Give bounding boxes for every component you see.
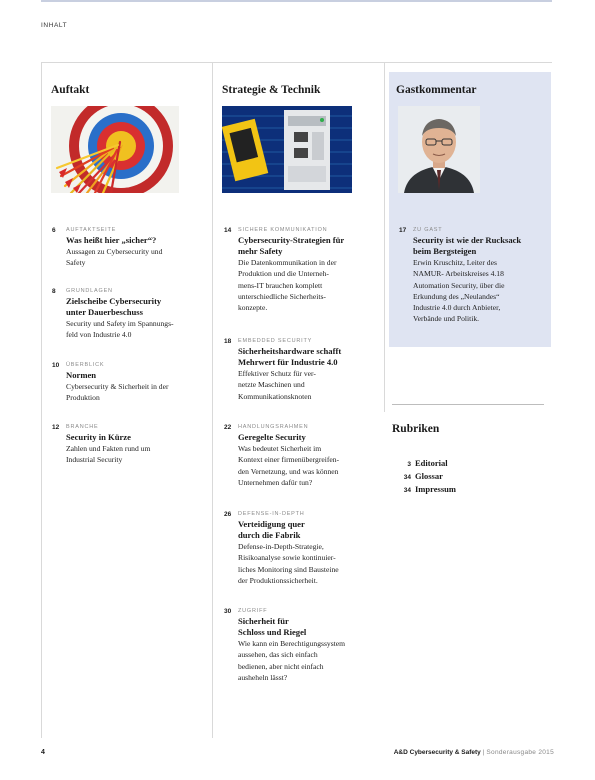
column-rule-left [41, 62, 42, 738]
entry-title: Was heißt hier „sicher“? [66, 235, 157, 245]
toc-entry[interactable] [224, 225, 380, 313]
entry-kicker: ÜBERBLICK [66, 362, 105, 368]
rubrik-item[interactable] [392, 458, 448, 468]
page-number: 26 [224, 511, 232, 518]
entry-title: Sicherheit für Schloss und Riegel [238, 616, 307, 637]
footer-separator: | [482, 749, 485, 756]
entry-description: Aussagen zu Cybersecurity und Safety [66, 247, 163, 268]
toc-entry[interactable] [224, 422, 380, 488]
toc-entry[interactable] [52, 422, 206, 466]
rubrik-label: Glossar [415, 471, 443, 481]
page-number: 3 [407, 461, 411, 468]
footer-page-number: 4 [41, 749, 45, 756]
entry-description: Erwin Kruschitz, Leiter des NAMUR- Arbeitskreises 4.18 Automation Security, über die Erkundung des „Neulandes“ Industrie 4.0 durch Anbieter, Verbände und Politik. [413, 258, 505, 324]
page-number: 12 [52, 424, 60, 431]
toc-entry[interactable] [224, 509, 380, 586]
page-number: 34 [403, 474, 411, 481]
toc-entry[interactable] [224, 606, 380, 683]
page-number: 6 [52, 227, 56, 234]
page-number: 18 [224, 338, 232, 345]
entry-kicker: AUFTAKTSEITE [66, 227, 117, 233]
entry-description: Die Datenkommunikation in der Produktion und die Unterneh- mens-IT brauchen komplett unterschiedliche Sicherheits- konzepte. [238, 258, 337, 313]
page-number: 8 [52, 288, 56, 295]
column-rule-right [384, 62, 385, 412]
page-number: 34 [403, 487, 411, 494]
entry-description: Wie kann ein Berechtigungssystem aussehen, das sich einfach bedienen, aber nicht einfach ausheheln lässt? [238, 639, 346, 682]
entry-title: Geregelte Security [238, 432, 306, 442]
entry-kicker: GRUNDLAGEN [66, 288, 113, 294]
toc-entry[interactable] [399, 225, 549, 325]
columns-top-rule [41, 62, 552, 63]
page-number: 30 [224, 608, 232, 615]
toc-entry[interactable] [52, 286, 206, 341]
entry-title: Cybersecurity-Strategien für mehr Safety [238, 235, 345, 256]
entry-title: Zielscheibe Cybersecurity unter Dauerbeschuss [66, 296, 162, 317]
target-with-arrows-photo [51, 106, 179, 193]
page-number: 10 [52, 362, 60, 369]
heading-auftakt: Auftakt [51, 84, 90, 96]
top-accent-line [41, 0, 552, 2]
entry-kicker: EMBEDDED SECURITY [238, 338, 313, 344]
publication-edition: Sonderausgabe 2015 [486, 749, 554, 756]
entry-kicker: DEFENSE-IN-DEPTH [238, 511, 305, 517]
publication-title: A&D Cybersecurity & Safety [393, 749, 481, 756]
page-number: 17 [399, 227, 407, 234]
footer-publication [394, 749, 554, 756]
section-label: INHALT [41, 22, 68, 29]
entry-description: Effektiver Schutz für ver- netzte Maschinen und Kommunikationsknoten [238, 369, 316, 401]
entry-title: Normen [66, 370, 97, 380]
entry-kicker: BRANCHE [66, 424, 99, 430]
column-rule-middle [212, 62, 213, 738]
rubriken-divider [392, 404, 544, 405]
heading-gastkommentar: Gastkommentar [396, 84, 477, 96]
toc-entry[interactable] [52, 225, 206, 269]
page-number: 22 [224, 424, 232, 431]
heading-rubriken: Rubriken [392, 423, 440, 435]
rubrik-label: Impressum [415, 484, 456, 494]
entry-kicker: ZUGRIFF [238, 608, 268, 614]
entry-description: Zahlen und Fakten rund um Industrial Security [66, 444, 151, 465]
entry-title: Security ist wie der Rucksack beim Bergsteigen [413, 235, 522, 256]
rubrik-label: Editorial [415, 458, 448, 468]
entry-title: Security in Kürze [66, 432, 131, 442]
page-number: 14 [224, 227, 232, 234]
entry-title: Sicherheitshardware schafft Mehrwert für Industrie 4.0 [238, 346, 342, 367]
entry-description: Security und Safety im Spannungs- feld von Industrie 4.0 [66, 319, 174, 340]
entry-kicker: HANDLUNGSRAHMEN [238, 424, 309, 430]
entry-description: Defense-in-Depth-Strategie, Risikoanalyse sowie kontinuier- liches Monitoring sind Bausteine der Produktionssicherheit. [238, 542, 339, 585]
security-hardware-photo [222, 106, 352, 193]
entry-kicker: SICHERE KOMMUNIKATION [238, 227, 328, 233]
toc-entry[interactable] [224, 336, 380, 402]
portrait-photo [398, 106, 480, 193]
entry-description: Cybersecurity & Sicherheit in der Produktion [66, 382, 169, 403]
entry-description: Was bedeutet Sicherheit im Kontext einer firmenübergreifen- den Vernetzung, und was können Unternehmen dafür tun? [238, 444, 340, 487]
entry-kicker: ZU GAST [413, 227, 443, 233]
toc-entry[interactable] [52, 360, 206, 404]
entry-title: Verteidigung quer durch die Fabrik [238, 519, 305, 540]
rubrik-item[interactable] [392, 484, 456, 494]
rubrik-item[interactable] [392, 471, 443, 481]
heading-strategie-technik: Strategie & Technik [222, 84, 321, 96]
